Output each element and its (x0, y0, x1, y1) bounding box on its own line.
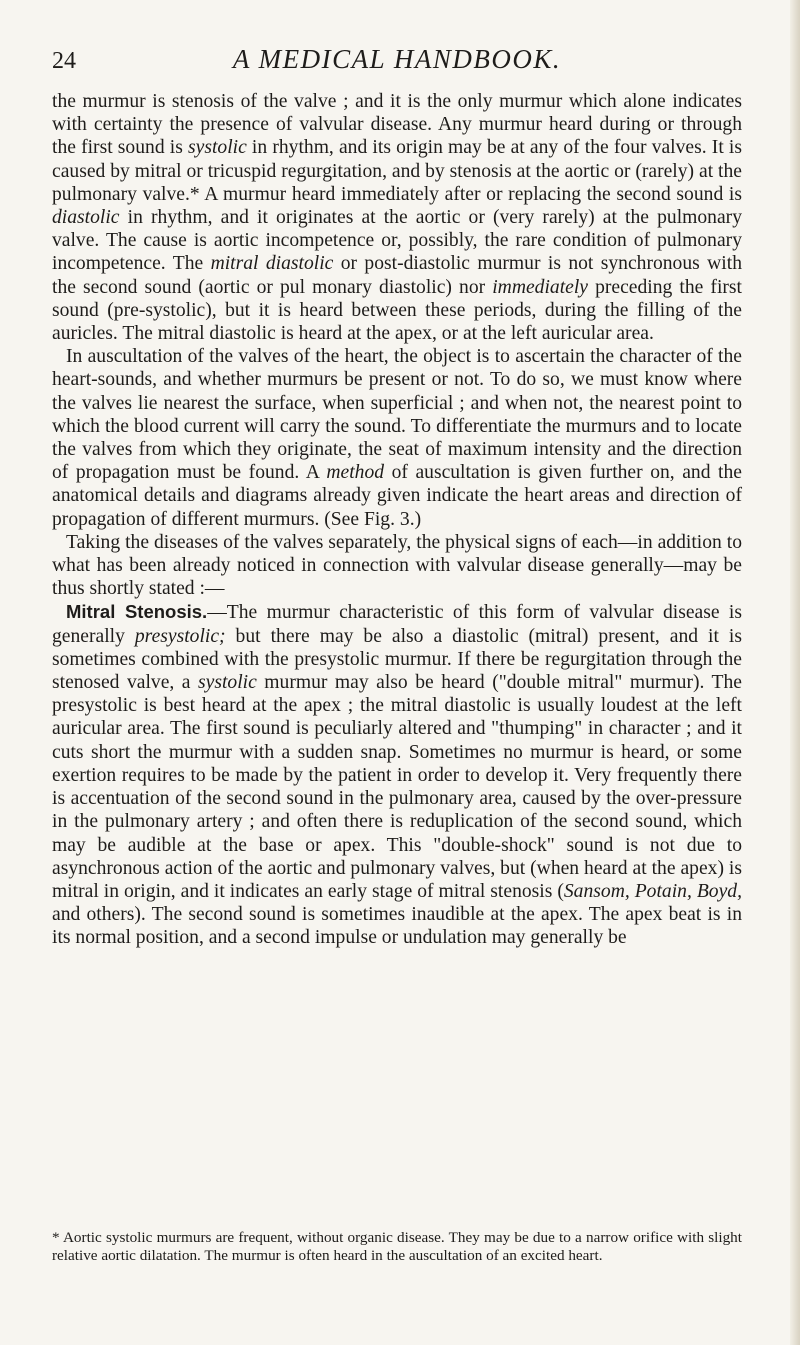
paragraph-physical-signs: Taking the diseases of the valves separately, the physical signs of each—in addition to what has been already noticed in connection with valvular disease generally—may be thus shortly stated :— (52, 531, 742, 600)
page-number: 24 (52, 48, 76, 74)
footnote (52, 1229, 742, 1265)
section-heading-mitral-stenosis: Mitral Stenosis. (66, 601, 208, 623)
page-edge (790, 0, 800, 1345)
running-head: A MEDICAL HANDBOOK. (232, 44, 562, 74)
paragraph-mitral-stenosis: Mitral Stenosis.—The murmur characteristic of this form of valvular disease is generally presystolic; but there may be also a diastolic (mitral) present, and it is sometimes combined with the presystolic murmur. If there be regurgitation through the stenosed valve, a systolic murmur may also be heard ("double mitral" murmur). The presystolic is best heard at the apex ; the mitral diastolic is usually loudest at the left auricular area. The first sound is peculiarly altered and "thumping" in character ; and it cuts short the murmur with a sudden snap. Sometimes no murmur is heard, or some exertion requires to be made by the patient in order to develop it. Very frequently there is accentuation of the second sound in the pulmonary area, caused by the over-pressure in the pulmonary artery ; and often there is reduplication of the second sound, which may be audible at the base or apex. This "double-shock" sound is not due to asynchronous action of the aortic and pulmonary valves, but (when heard at the apex) is mitral in origin, and it indicates an early stage of mitral stenosis (Sansom, Potain, Boyd, and others). The second sound is sometimes inaudible at the apex. The apex beat is in its normal position, and a second impulse or undulation may generally be (52, 601, 742, 949)
page-header (52, 44, 742, 80)
paragraph-valvular-murmurs: the murmur is stenosis of the valve ; and it is the only murmur which alone indicates with certainty the presence of valvular disease. Any murmur heard during or through the first sound is systolic in rhythm, and its origin may be at any of the four valves. It is caused by mitral or tricuspid regurgitation, and by stenosis at the aortic or (rarely) at the pulmonary valve.* A murmur heard immediately after or replacing the second sound is diastolic in rhythm, and it originates at the aortic or (very rarely) at the pulmonary valve. The cause is aortic incompetence or, possibly, the rare condition of pulmonary incompetence. The mitral diastolic or post-diastolic murmur is not synchronous with the second sound (aortic or pul monary diastolic) nor immediately preceding the first sound (pre-systolic), but it is heard between these periods, during the filling of the auricles. The mitral diastolic is heard at the apex, or at the left auricular area. (52, 91, 742, 345)
footnote-text: * Aortic systolic murmurs are frequent, without organic disease. They may be due to a narrow orifice with slight relative aortic dilatation. The murmur is often heard in the auscultation of an excited heart. (52, 1229, 742, 1264)
body-text (52, 90, 742, 950)
paragraph-auscultation: In auscultation of the valves of the heart, the object is to ascertain the character of the heart-sounds, and whether murmurs be present or not. To do so, we must know where the valves lie nearest the surface, when superficial ; and when not, the nearest point to which the blood current will carry the sound. To differentiate the murmurs and to locate the valves from which they originate, the seat of maximum intensity and the direction of propagation must be found. A method of auscultation is given further on, and the anatomical details and diagrams already given indicate the heart areas and direction of propagation of different murmurs. (See Fig. 3.) (52, 346, 742, 530)
